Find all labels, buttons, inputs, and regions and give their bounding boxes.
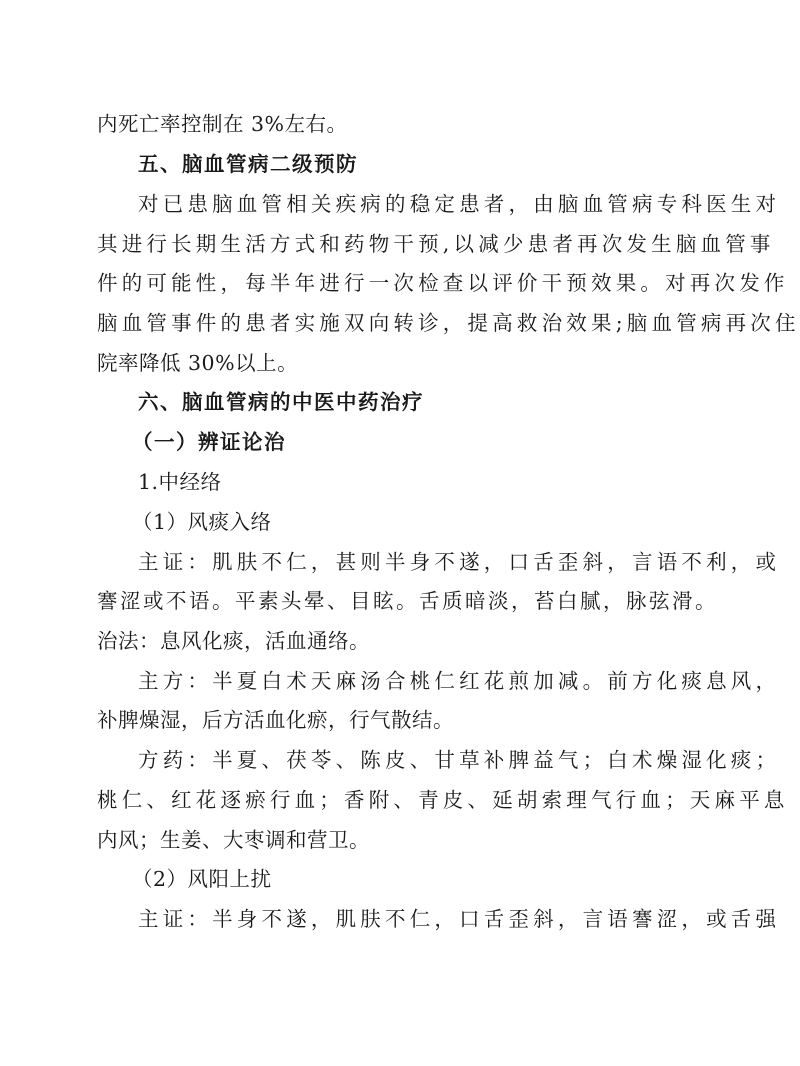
paragraph-line: 方药：半夏、茯苓、陈皮、甘草补脾益气；白术燥湿化痰； — [138, 748, 781, 772]
text-line: 内死亡率控制在 3%左右。 — [97, 112, 348, 136]
section-heading: 六、脑血管病的中医中药治疗 — [138, 390, 424, 414]
paragraph-line: 謇涩或不语。平素头晕、目眩。舌质暗淡，苔白腻，脉弦滑。 — [97, 589, 718, 613]
paragraph-line: 主证：半身不遂，肌肤不仁，口舌歪斜，言语謇涩，或舌强 — [138, 907, 781, 931]
paragraph-line: 脑血管事件的患者实施双向转诊，提高救治效果;脑血管病再次住 — [97, 311, 800, 335]
subsection-heading: （一）辨证论治 — [132, 430, 286, 454]
paragraph-line: 桃仁、红花逐瘀行血；香附、青皮、延胡索理气行血；天麻平息 — [97, 788, 789, 812]
subsection-heading: 1.中经络 — [138, 470, 222, 494]
paragraph-line: 其进行长期生活方式和药物干预,以减少患者再次发生脑血管事 — [97, 232, 775, 256]
paragraph-line: 补脾燥湿，后方活血化瘀，行气散结。 — [97, 708, 454, 732]
paragraph-line: 主方：半夏白术天麻汤合桃仁红花煎加减。前方化痰息风， — [138, 669, 781, 693]
paragraph-line: 院率降低 30%以上。 — [97, 351, 299, 375]
section-heading: 五、脑血管病二级预防 — [138, 152, 358, 176]
paragraph-line: 内风；生姜、大枣调和营卫。 — [97, 828, 370, 852]
paragraph-line: 治法：息风化痰，活血通络。 — [97, 629, 370, 653]
paragraph-line: 主证：肌肤不仁，甚则半身不遂，口舌歪斜，言语不利，或 — [138, 550, 781, 574]
paragraph-line: 对已患脑血管相关疾病的稳定患者，由脑血管病专科医生对 — [138, 192, 781, 216]
subsection-heading: （1）风痰入络 — [132, 510, 272, 534]
paragraph-line: 件的可能性，每半年进行一次检查以评价干预效果。对再次发作 — [97, 271, 789, 295]
subsection-heading: （2）风阳上扰 — [132, 867, 272, 891]
